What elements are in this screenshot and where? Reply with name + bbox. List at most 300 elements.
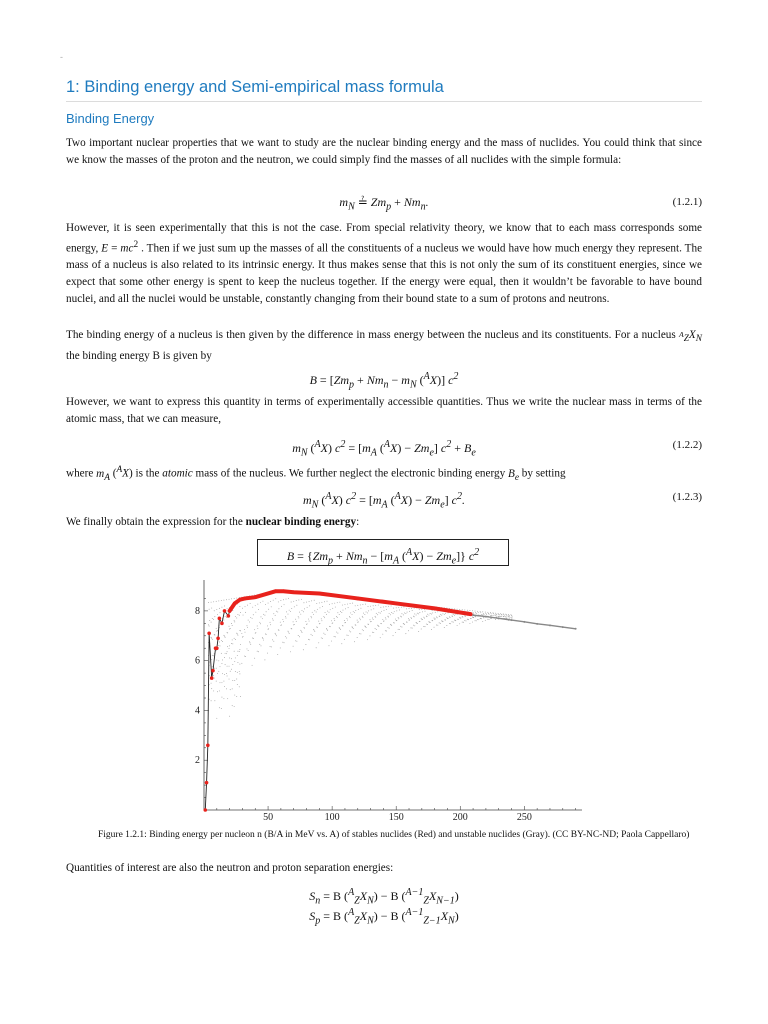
- unstable-nuclide-point: [413, 625, 414, 626]
- unstable-nuclide-point: [289, 633, 290, 634]
- unstable-nuclide-point: [221, 640, 222, 641]
- unstable-nuclide-point: [232, 680, 233, 681]
- unstable-nuclide-point: [239, 671, 240, 672]
- unstable-nuclide-point: [321, 618, 322, 619]
- unstable-nuclide-point: [481, 614, 482, 615]
- unstable-nuclide-point: [375, 605, 376, 606]
- unstable-nuclide-point: [509, 618, 510, 619]
- unstable-nuclide-point: [387, 627, 388, 628]
- stable-nuclide-point: [207, 631, 211, 635]
- unstable-nuclide-point: [399, 629, 400, 630]
- unstable-nuclide-point: [355, 625, 356, 626]
- unstable-nuclide-point: [235, 616, 236, 617]
- stable-nuclide-point: [216, 636, 220, 640]
- unstable-nuclide-point: [216, 650, 217, 651]
- unstable-tail-point: [498, 617, 500, 619]
- unstable-nuclide-point: [285, 636, 286, 637]
- unstable-nuclide-point: [512, 617, 513, 618]
- unstable-nuclide-point: [214, 610, 215, 611]
- unstable-tail-point: [511, 619, 513, 621]
- unstable-nuclide-point: [237, 614, 238, 615]
- unstable-nuclide-point: [394, 622, 395, 623]
- unstable-nuclide-point: [455, 620, 456, 621]
- unstable-nuclide-point: [391, 612, 392, 613]
- unstable-nuclide-point: [277, 654, 278, 655]
- unstable-nuclide-point: [224, 674, 225, 675]
- unstable-nuclide-point: [265, 604, 266, 605]
- unstable-nuclide-point: [275, 598, 276, 599]
- unstable-nuclide-point: [214, 616, 215, 617]
- unstable-nuclide-point: [449, 623, 450, 624]
- unstable-nuclide-point: [510, 614, 511, 615]
- unstable-nuclide-point: [473, 617, 474, 618]
- unstable-nuclide-point: [209, 675, 210, 676]
- unstable-nuclide-point: [431, 629, 432, 630]
- page-mark: -: [60, 52, 63, 62]
- stable-nuclide-point: [220, 622, 224, 626]
- unstable-nuclide-point: [488, 613, 489, 614]
- unstable-nuclide-point: [339, 627, 340, 628]
- unstable-nuclide-point: [305, 644, 306, 645]
- unstable-nuclide-point: [286, 611, 287, 612]
- unstable-nuclide-point: [273, 641, 274, 642]
- stable-nuclide-point: [211, 669, 215, 673]
- unstable-nuclide-point: [403, 614, 404, 615]
- unstable-nuclide-point: [309, 621, 310, 622]
- stable-nuclide-point: [205, 781, 209, 785]
- unstable-nuclide-point: [434, 627, 435, 628]
- unstable-nuclide-point: [291, 602, 292, 603]
- unstable-nuclide-point: [273, 613, 274, 614]
- unstable-nuclide-point: [398, 617, 399, 618]
- unstable-nuclide-point: [385, 630, 386, 631]
- unstable-tail-point: [523, 621, 525, 623]
- unstable-nuclide-point: [239, 649, 240, 650]
- unstable-nuclide-point: [217, 630, 218, 631]
- unstable-nuclide-point: [441, 615, 442, 616]
- unstable-nuclide-point: [300, 630, 301, 631]
- unstable-nuclide-point: [282, 619, 283, 620]
- unstable-nuclide-point: [234, 598, 235, 599]
- unstable-nuclide-point: [314, 610, 315, 611]
- unstable-nuclide-point: [329, 604, 330, 605]
- unstable-nuclide-point: [370, 606, 371, 607]
- unstable-nuclide-point: [217, 691, 218, 692]
- unstable-nuclide-point: [491, 613, 492, 614]
- unstable-nuclide-point: [350, 612, 351, 613]
- unstable-nuclide-point: [211, 638, 212, 639]
- unstable-nuclide-point: [317, 609, 318, 610]
- unstable-nuclide-point: [229, 599, 230, 600]
- unstable-nuclide-point: [237, 672, 238, 673]
- unstable-nuclide-point: [288, 631, 289, 632]
- unstable-nuclide-point: [373, 619, 374, 620]
- unstable-nuclide-point: [377, 614, 378, 615]
- unstable-nuclide-point: [412, 628, 413, 629]
- unstable-nuclide-point: [209, 662, 210, 663]
- unstable-nuclide-point: [341, 612, 342, 613]
- unstable-nuclide-point: [483, 613, 484, 614]
- unstable-nuclide-point: [360, 633, 361, 634]
- unstable-nuclide-point: [214, 678, 215, 679]
- unstable-nuclide-point: [275, 634, 276, 635]
- unstable-nuclide-point: [217, 614, 218, 615]
- unstable-nuclide-point: [330, 626, 331, 627]
- unstable-nuclide-point: [372, 618, 373, 619]
- unstable-nuclide-point: [485, 613, 486, 614]
- unstable-nuclide-point: [482, 615, 483, 616]
- unstable-nuclide-point: [368, 606, 369, 607]
- unstable-nuclide-point: [477, 619, 478, 620]
- series-line: [205, 591, 470, 810]
- unstable-nuclide-point: [332, 622, 333, 623]
- unstable-nuclide-point: [357, 620, 358, 621]
- unstable-nuclide-point: [403, 606, 404, 607]
- unstable-nuclide-point: [371, 609, 372, 610]
- unstable-nuclide-point: [503, 614, 504, 615]
- unstable-nuclide-point: [257, 604, 258, 605]
- unstable-nuclide-point: [353, 611, 354, 612]
- unstable-nuclide-point: [229, 716, 230, 717]
- paragraph-neglect: where $m_A$ ($^A$X) is the atomic mass of the nucleus. We further neglect the electronic binding energy $B_e$ by setting: [66, 465, 566, 483]
- unstable-nuclide-point: [327, 629, 328, 630]
- unstable-nuclide-point: [226, 688, 227, 689]
- unstable-nuclide-point: [281, 624, 282, 625]
- unstable-nuclide-point: [442, 621, 443, 622]
- unstable-nuclide-point: [505, 616, 506, 617]
- unstable-nuclide-point: [304, 628, 305, 629]
- unstable-nuclide-point: [509, 616, 510, 617]
- page-title: 1: Binding energy and Semi-empirical mass formula: [66, 78, 702, 102]
- unstable-nuclide-point: [252, 665, 253, 666]
- unstable-nuclide-point: [331, 620, 332, 621]
- unstable-nuclide-point: [245, 606, 246, 607]
- unstable-nuclide-point: [240, 696, 241, 697]
- unstable-nuclide-point: [234, 638, 235, 639]
- unstable-nuclide-point: [501, 616, 502, 617]
- unstable-nuclide-point: [308, 639, 309, 640]
- unstable-nuclide-point: [224, 606, 225, 607]
- unstable-nuclide-point: [270, 624, 271, 625]
- unstable-nuclide-point: [449, 616, 450, 617]
- unstable-nuclide-point: [393, 635, 394, 636]
- boxed-binding-energy-formula: $B = \{Zm_p + Nm_n - [m_A$ $(^AX) - Zm_e$]} $c^2$: [257, 539, 509, 566]
- unstable-nuclide-point: [362, 604, 363, 605]
- unstable-nuclide-point: [250, 617, 251, 618]
- unstable-nuclide-point: [273, 600, 274, 601]
- unstable-nuclide-point: [227, 608, 228, 609]
- unstable-nuclide-point: [490, 618, 491, 619]
- unstable-nuclide-point: [226, 599, 227, 600]
- unstable-nuclide-point: [347, 620, 348, 621]
- unstable-nuclide-point: [255, 612, 256, 613]
- unstable-nuclide-point: [416, 622, 417, 623]
- unstable-nuclide-point: [230, 689, 231, 690]
- unstable-nuclide-point: [321, 620, 322, 621]
- equation-binding-energy: $B = [Zm_p + Nm_n - m_N$ ($^A$X)] $c^2$: [309, 371, 459, 391]
- unstable-nuclide-point: [262, 618, 263, 619]
- unstable-nuclide-point: [503, 616, 504, 617]
- unstable-nuclide-point: [482, 621, 483, 622]
- unstable-nuclide-point: [373, 608, 374, 609]
- unstable-nuclide-point: [212, 618, 213, 619]
- unstable-nuclide-point: [388, 606, 389, 607]
- unstable-nuclide-point: [457, 614, 458, 615]
- unstable-nuclide-point: [344, 639, 345, 640]
- unstable-nuclide-point: [295, 619, 296, 620]
- unstable-nuclide-point: [350, 603, 351, 604]
- unstable-nuclide-point: [414, 625, 415, 626]
- unstable-nuclide-point: [227, 651, 228, 652]
- unstable-nuclide-point: [353, 628, 354, 629]
- unstable-nuclide-point: [258, 609, 259, 610]
- unstable-nuclide-point: [239, 664, 240, 665]
- unstable-nuclide-point: [311, 634, 312, 635]
- unstable-nuclide-point: [381, 611, 382, 612]
- unstable-nuclide-point: [355, 605, 356, 606]
- unstable-nuclide-point: [255, 605, 256, 606]
- unstable-nuclide-point: [232, 643, 233, 644]
- unstable-nuclide-point: [475, 616, 476, 617]
- unstable-nuclide-point: [462, 622, 463, 623]
- unstable-nuclide-point: [414, 616, 415, 617]
- unstable-nuclide-point: [260, 623, 261, 624]
- unstable-nuclide-point: [272, 618, 273, 619]
- unstable-nuclide-point: [406, 608, 407, 609]
- unstable-nuclide-point: [362, 616, 363, 617]
- unstable-nuclide-point: [334, 620, 335, 621]
- unstable-nuclide-point: [472, 622, 473, 623]
- unstable-nuclide-point: [294, 624, 295, 625]
- unstable-nuclide-point: [352, 603, 353, 604]
- unstable-nuclide-point: [385, 617, 386, 618]
- unstable-nuclide-point: [419, 612, 420, 613]
- unstable-nuclide-point: [234, 695, 235, 696]
- unstable-nuclide-point: [322, 606, 323, 607]
- unstable-nuclide-point: [360, 604, 361, 605]
- unstable-nuclide-point: [446, 617, 447, 618]
- unstable-nuclide-point: [220, 682, 221, 683]
- unstable-nuclide-point: [471, 618, 472, 619]
- unstable-nuclide-point: [316, 647, 317, 648]
- unstable-nuclide-point: [400, 616, 401, 617]
- unstable-nuclide-point: [303, 611, 304, 612]
- unstable-nuclide-point: [342, 605, 343, 606]
- unstable-nuclide-point: [414, 613, 415, 614]
- unstable-nuclide-point: [469, 623, 470, 624]
- unstable-nuclide-point: [232, 688, 233, 689]
- unstable-nuclide-point: [466, 620, 467, 621]
- unstable-nuclide-point: [245, 612, 246, 613]
- paragraph-intro: Two important nuclear properties that we want to study are the nuclear binding energy and the mass of nuclides. You could think that since we know the masses of the proton and the neutron, we could simply find the masses of all nuclides with the simple formula:: [66, 137, 702, 166]
- unstable-nuclide-point: [473, 613, 474, 614]
- unstable-nuclide-point: [384, 620, 385, 621]
- section-heading: Binding Energy: [66, 111, 155, 126]
- unstable-nuclide-point: [499, 614, 500, 615]
- unstable-nuclide-point: [229, 679, 230, 680]
- unstable-nuclide-point: [396, 610, 397, 611]
- unstable-nuclide-point: [270, 601, 271, 602]
- unstable-nuclide-point: [298, 635, 299, 636]
- unstable-nuclide-point: [327, 601, 328, 602]
- unstable-nuclide-point: [283, 621, 284, 622]
- unstable-nuclide-point: [278, 630, 279, 631]
- unstable-nuclide-point: [270, 646, 271, 647]
- unstable-nuclide-point: [483, 617, 484, 618]
- unstable-nuclide-point: [307, 607, 308, 608]
- equation-1-2-3: $m_N$ ($^A$X) $c^2 = [m_A$ $(^AX) - Zm_e$] $c^2$. (1.2.3): [66, 488, 702, 506]
- unstable-nuclide-point: [475, 611, 476, 612]
- x-tick-label: 50: [263, 812, 274, 820]
- unstable-nuclide-point: [453, 622, 454, 623]
- unstable-nuclide-point: [298, 617, 299, 618]
- unstable-nuclide-point: [426, 624, 427, 625]
- unstable-nuclide-point: [506, 614, 507, 615]
- unstable-nuclide-point: [230, 628, 231, 629]
- unstable-nuclide-point: [489, 614, 490, 615]
- unstable-nuclide-point: [391, 625, 392, 626]
- unstable-nuclide-point: [237, 651, 238, 652]
- unstable-nuclide-point: [430, 622, 431, 623]
- unstable-nuclide-point: [491, 615, 492, 616]
- unstable-nuclide-point: [235, 671, 236, 672]
- unstable-nuclide-point: [352, 614, 353, 615]
- unstable-nuclide-point: [399, 610, 400, 611]
- paragraph-final: We finally obtain the expression for the nuclear binding energy:: [66, 516, 360, 528]
- unstable-nuclide-point: [283, 599, 284, 600]
- unstable-nuclide-point: [348, 607, 349, 608]
- unstable-nuclide-point: [407, 612, 408, 613]
- unstable-nuclide-point: [395, 632, 396, 633]
- unstable-nuclide-point: [427, 624, 428, 625]
- unstable-nuclide-point: [336, 616, 337, 617]
- unstable-nuclide-point: [334, 603, 335, 604]
- unstable-nuclide-point: [303, 602, 304, 603]
- unstable-nuclide-point: [272, 639, 273, 640]
- unstable-nuclide-point: [313, 614, 314, 615]
- unstable-nuclide-point: [288, 632, 289, 633]
- unstable-nuclide-point: [234, 621, 235, 622]
- unstable-nuclide-point: [360, 619, 361, 620]
- unstable-nuclide-point: [446, 625, 447, 626]
- unstable-nuclide-point: [409, 608, 410, 609]
- x-tick-label: 250: [516, 812, 532, 820]
- unstable-nuclide-point: [221, 663, 222, 664]
- unstable-nuclide-point: [382, 619, 383, 620]
- unstable-nuclide-point: [375, 616, 376, 617]
- unstable-nuclide-point: [264, 615, 265, 616]
- unstable-nuclide-point: [489, 619, 490, 620]
- unstable-nuclide-point: [383, 607, 384, 608]
- unstable-nuclide-point: [232, 639, 233, 640]
- unstable-nuclide-point: [286, 618, 287, 619]
- unstable-nuclide-point: [319, 623, 320, 624]
- unstable-nuclide-point: [225, 664, 226, 665]
- unstable-nuclide-point: [309, 605, 310, 606]
- unstable-nuclide-point: [432, 612, 433, 613]
- unstable-nuclide-point: [236, 618, 237, 619]
- unstable-nuclide-point: [213, 601, 214, 602]
- unstable-nuclide-point: [257, 651, 258, 652]
- unstable-nuclide-point: [298, 616, 299, 617]
- unstable-nuclide-point: [450, 623, 451, 624]
- unstable-nuclide-point: [390, 614, 391, 615]
- unstable-nuclide-point: [362, 629, 363, 630]
- unstable-nuclide-point: [421, 609, 422, 610]
- unstable-nuclide-point: [344, 604, 345, 605]
- unstable-nuclide-point: [480, 611, 481, 612]
- unstable-nuclide-point: [486, 614, 487, 615]
- unstable-nuclide-point: [240, 630, 241, 631]
- unstable-nuclide-point: [423, 626, 424, 627]
- unstable-nuclide-point: [329, 645, 330, 646]
- unstable-nuclide-point: [452, 616, 453, 617]
- unstable-nuclide-point: [314, 631, 315, 632]
- unstable-nuclide-point: [308, 619, 309, 620]
- unstable-nuclide-point: [364, 626, 365, 627]
- unstable-nuclide-point: [372, 632, 373, 633]
- unstable-nuclide-point: [340, 611, 341, 612]
- unstable-nuclide-point: [209, 609, 210, 610]
- unstable-nuclide-point: [407, 622, 408, 623]
- unstable-nuclide-point: [370, 635, 371, 636]
- unstable-nuclide-point: [236, 633, 237, 634]
- unstable-nuclide-point: [289, 610, 290, 611]
- unstable-nuclide-point: [293, 601, 294, 602]
- unstable-nuclide-point: [216, 660, 217, 661]
- unstable-nuclide-point: [216, 718, 217, 719]
- unstable-nuclide-point: [229, 626, 230, 627]
- unstable-nuclide-point: [219, 642, 220, 643]
- unstable-nuclide-point: [357, 637, 358, 638]
- unstable-nuclide-point: [267, 625, 268, 626]
- stable-band: [230, 591, 471, 614]
- unstable-nuclide-point: [250, 603, 251, 604]
- unstable-nuclide-point: [440, 614, 441, 615]
- unstable-nuclide-point: [404, 624, 405, 625]
- unstable-nuclide-point: [235, 639, 236, 640]
- unstable-nuclide-point: [224, 636, 225, 637]
- unstable-nuclide-point: [453, 614, 454, 615]
- unstable-nuclide-point: [346, 618, 347, 619]
- unstable-nuclide-point: [247, 648, 248, 649]
- unstable-nuclide-point: [354, 612, 355, 613]
- unstable-nuclide-point: [275, 615, 276, 616]
- unstable-nuclide-point: [375, 628, 376, 629]
- unstable-nuclide-point: [375, 617, 376, 618]
- unstable-nuclide-point: [380, 607, 381, 608]
- unstable-nuclide-point: [332, 603, 333, 604]
- unstable-nuclide-point: [311, 617, 312, 618]
- unstable-nuclide-point: [350, 631, 351, 632]
- unstable-nuclide-point: [373, 632, 374, 633]
- unstable-nuclide-point: [241, 663, 242, 664]
- unstable-nuclide-point: [437, 625, 438, 626]
- unstable-nuclide-point: [329, 612, 330, 613]
- y-tick-label: 2: [195, 755, 200, 767]
- unstable-nuclide-point: [481, 618, 482, 619]
- unstable-nuclide-point: [236, 598, 237, 599]
- unstable-nuclide-point: [227, 632, 228, 633]
- unstable-nuclide-point: [396, 607, 397, 608]
- unstable-nuclide-point: [245, 632, 246, 633]
- unstable-nuclide-point: [244, 629, 245, 630]
- unstable-nuclide-point: [316, 603, 317, 604]
- unstable-nuclide-point: [268, 603, 269, 604]
- unstable-nuclide-point: [211, 688, 212, 689]
- unstable-nuclide-point: [386, 631, 387, 632]
- unstable-nuclide-point: [428, 621, 429, 622]
